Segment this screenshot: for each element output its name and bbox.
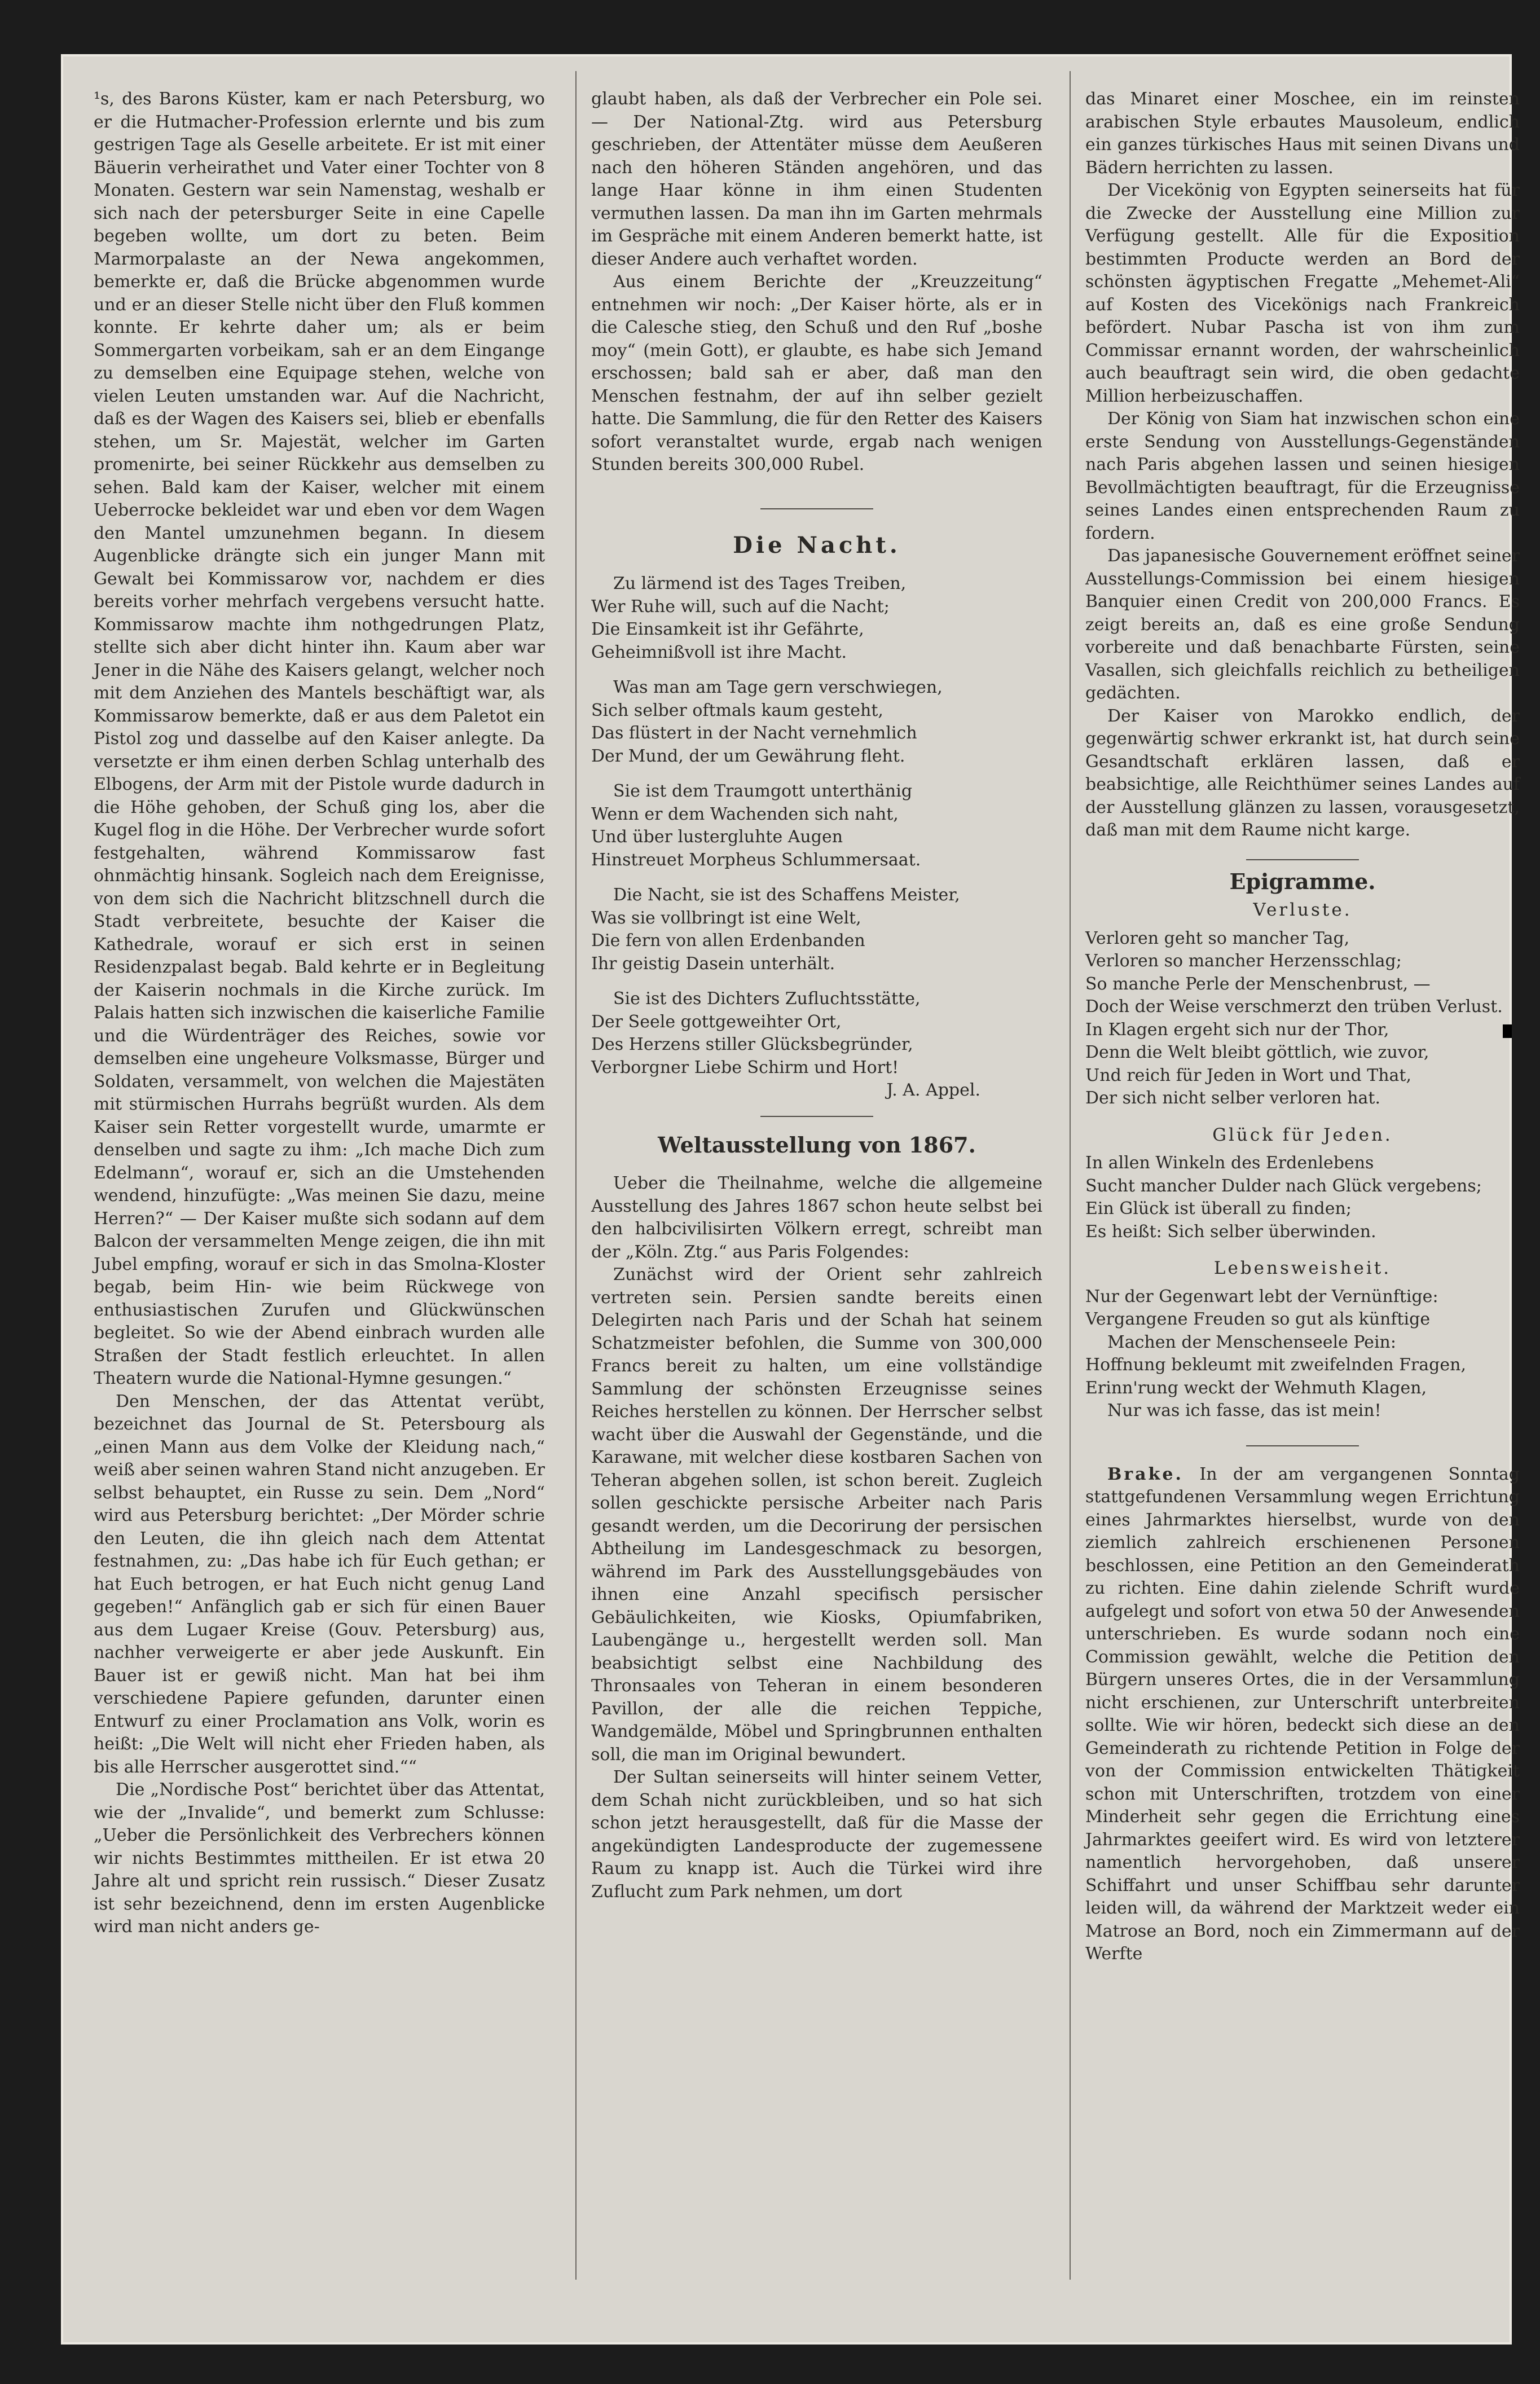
paragraph: Zunächst wird der Orient sehr zahlreich vertreten sein. Persien sandte bereits einen Delegirten nach Paris und der Schah hat seinem Schatzmeister befohlen, die Summe von 300,000 Francs bereit zu halten, um eine vollständige Sammlung der schönsten Erzeugnisse seines Reiches herstellen zu können. Der Herrscher selbst wacht über die Auswahl der Gegenstände, und die Karawane, mit welcher diese kostbaren Sachen von Teheran abgehen sollen, ist schon bereit. Zugleich sollen geschickte persische Arbeiter nach Paris gesandt werden, um die Decorirung der persischen Abtheilung im Landesgeschmack zu besorgen, während im Park des Ausstellungsgebäudes von ihnen eine Anzahl specifisch persischer Gebäulichkeiten, wie Kiosks, Opiumfabriken, Laubengänge u., hergestellt werden soll. Man beabsichtigt selbst eine Nachbildung des Thronsaales von Teheran in einem besonderen Pavillon, der alle die reichen Teppiche, Wandgemälde, Möbel und Springbrunnen enthalten soll, die man im Original bewundert.: [591, 1265, 1042, 1765]
verse-line: Zu lärmend ist des Tages Treiben,: [613, 574, 907, 593]
verse-line: Sucht mancher Dulder nach Glück vergebens;: [1085, 1176, 1482, 1196]
separator: [1246, 1445, 1359, 1446]
verse-line: Das flüstert in der Nacht vernehmlich: [591, 723, 917, 743]
verse-line: Machen der Menschenseele Pein:: [1107, 1332, 1396, 1352]
paragraph: Der Vicekönig von Egypten seinerseits hat für die Zwecke der Ausstellung eine Million zur Verfügung gestellt. Alle für die Exposition bestimmten Producte werden an Bord der schönsten ägyptischen Fregatte „Mehemet-Ali“ auf Kosten des Vicekönigs nach Frankreich befördert. Nubar Pascha ist von ihm zum Commissar ernannt worden, der wahrscheinlich auch beauftragt sein wird, die oben gedachte Million herbeizuschaffen.: [1085, 181, 1520, 406]
verse-line: Die fern von allen Erdenbanden: [591, 931, 865, 951]
paragraph: Das japanesische Gouvernement eröffnet seiner Ausstellungs-Commission bei einem hiesigen Banquier einen Credit von 200,000 Francs. Es zeigt bereits an, daß es eine große Sendung vorbereite und daß benachbarte Fürsten, seine Vasallen, sich gleichfalls reichlich zu betheiligen gedächten.: [1085, 546, 1520, 703]
paragraph: Die „Nordische Post“ berichtet über das Attentat, wie der „Invalide“, und bemerkt zum Schlusse: „Ueber die Persönlichkeit des Verbrechers können wir nichts Bestimmtes mittheilen. Er ist etwa 20 Jahre alt und spricht rein russisch.“ Dieser Zusatz ist sehr bezeichnend, denn im ersten Augenblicke wird man nicht anders ge-: [94, 1780, 545, 1937]
stanza: [591, 780, 1042, 872]
separator: [760, 508, 873, 509]
verse-line: Hoffnung bekleumt mit zweifelnden Fragen,: [1085, 1355, 1466, 1375]
verse-line: Nur was ich fasse, das ist mein!: [1107, 1401, 1381, 1420]
verse-line: Hinstreuet Morpheus Schlummersaat.: [591, 850, 921, 870]
poem: [591, 573, 1042, 1102]
paragraph: glaubt haben, als daß der Verbrecher ein Pole sei. — Der National-Ztg. wird aus Petersburg geschrieben, der Attentäter müsse dem Aeußeren nach den höheren Ständen angehören, und das lange Haar könne in ihm einen Studenten vermuthen lassen. Da man ihn im Garten mehrmals im Gespräche mit einem Anderen bemerkt hatte, ist dieser Andere auch verhaftet worden.: [591, 89, 1042, 269]
verse-line: Des Herzens stiller Glücksbegründer,: [591, 1035, 913, 1054]
verse-line: Geheimnißvoll ist ihre Macht.: [591, 642, 847, 662]
poem-author: J. A. Appel.: [886, 1080, 980, 1100]
verse-line: Der Seele gottgeweihter Ort,: [591, 1011, 842, 1032]
epigram-title: Glück für Jeden.: [1212, 1124, 1393, 1145]
verse-line: Vergangene Freuden so gut als künftige: [1085, 1309, 1431, 1329]
verse-line: Der Mund, der um Gewährung fleht.: [591, 746, 905, 766]
paragraph: Der Kaiser von Marokko endlich, der gegenwärtig schwer erkrankt ist, hat durch seine Gesandtschaft erklären lassen, daß er beabsichtige, alle Reichthümer seines Landes auf der Ausstellung glänzen zu lassen, vorausgesetzt, daß man mit dem Raume nicht karge.: [1085, 706, 1520, 840]
epigram: [1085, 1286, 1520, 1423]
stanza: [591, 988, 1042, 1079]
paragraph-text: In der am vergangenen Sonntag stattgefundenen Versammlung wegen Errichtung eines Jahrmarktes hierselbst, wurde von den ziemlich zahlreich erschienenen Personen beschlossen, eine Petition an den Gemeinderath zu richten. Eine dahin zielende Schrift wurde aufgelegt und sofort von etwa 50 der Anwesenden unterschrieben. Es wurde sodann noch eine Commission gewählt, welche die Petition den Bürgern unseres Ortes, die in der Versammlung nicht erschienen, zur Unterschrift unterbreiten sollte. Wie wir hören, bedeckt sich diese an den Gemeinderath zu richtende Petition in Folge der von der Commission entwickelten Thätigkeit schon mit Unterschriften, trotzdem von einer Minderheit sehr gegen die Errichtung eines Jahrmarktes geeifert wird. Es wird von letzterer namentlich hervorgehoben, daß unserer Schiffahrt und unser Schiffbau sehr darunter leiden will, da während der Marktzeit weder ein Matrose an Bord, noch ein Zimmermann auf der Werfte: [1085, 1464, 1520, 1964]
verse-line: Ein Glück ist überall zu finden;: [1085, 1199, 1352, 1219]
verse-line: Verborgner Liebe Schirm und Hort!: [591, 1057, 899, 1077]
epigram-title: Lebensweisheit.: [1213, 1258, 1392, 1278]
epigram: [1085, 927, 1520, 1110]
verse-line: Ihr geistig Dasein unterhält.: [591, 953, 835, 974]
verse-line: Nur der Gegenwart lebt der Vernünftige:: [1085, 1286, 1438, 1307]
article-title: Weltausstellung von 1867.: [658, 1132, 976, 1158]
stanza: [591, 884, 1042, 975]
verse-line: Wenn er dem Wachenden sich naht,: [591, 804, 899, 824]
epigram: [1085, 1152, 1520, 1243]
verse-line: Verloren so mancher Herzensschlag;: [1085, 951, 1402, 971]
paragraph: [1085, 1463, 1520, 1966]
paragraph: Aus einem Berichte der „Kreuzzeitung“ entnehmen wir noch: „Der Kaiser hörte, als er in die Calesche stieg, den Schuß und den Ruf „boshe moy“ (mein Gott), er glaubte, es habe sich Jemand erschossen; bald sah er aber, daß man den Menschen festnahm, der auf ihn selber gezielt hatte. Die Sammlung, die für den Retter des Kaisers sofort veranstaltet wurde, ergab nach wenigen Stunden bereits 300,000 Rubel.: [591, 272, 1042, 474]
verse-line: Und über lustergluhte Augen: [591, 827, 843, 847]
paragraph: Der Sultan seinerseits will hinter seinem Vetter, dem Schah nicht zurückbleiben, und so hat sich schon jetzt herausgestellt, daß für die Masse der angekündigten Landesproducte der zugemessene Raum zu knapp ist. Auch die Türkei wird ihre Zuflucht zum Park nehmen, um dort: [591, 1767, 1042, 1902]
section-title: Epigramme.: [1229, 868, 1376, 894]
verse-line: Die Einsamkeit ist ihr Gefährte,: [591, 619, 864, 639]
column-rule: [575, 71, 577, 2280]
verse-line: Doch der Weise verschmerzt den trüben Verlust.: [1085, 997, 1503, 1017]
verse-line: Es heißt: Sich selber überwinden.: [1085, 1221, 1376, 1242]
verse-line: In Klagen ergeht sich nur der Thor,: [1085, 1019, 1389, 1040]
separator: [760, 1116, 873, 1117]
verse-line: Der sich nicht selber verloren hat.: [1085, 1088, 1380, 1108]
column-3: [1085, 88, 1520, 1966]
paragraph: Den Menschen, der das Attentat verübt, bezeichnet das Journal de St. Petersbourg als „einen Mann aus dem Volke der Kleidung nach,“ weiß aber seinen wahren Stand nicht anzugeben. Er selbst behauptet, ein Russe zu sein. Dem „Nord“ wird aus Petersburg berichtet: „Der Mörder schrie den Leuten, die ihn gleich nach dem Attentat festnahmen, zu: „Das habe ich für Euch gethan; er hat Euch betrogen, er hat Euch nicht genug Land gegeben!“ Anfänglich gab er sich für einen Bauer aus dem Lugaer Kreise (Gouv. Petersburg) aus, nachher verweigerte er aber jede Auskunft. Ein Bauer ist er gewiß nicht. Man hat bei ihm verschiedene Papiere gefunden, darunter einen Entwurf zu einer Proclamation ans Volk, worin es heißt: „Die Welt will nicht eher Frieden haben, als bis alle Herrscher ausgerottet sind.““: [94, 1391, 545, 1777]
separator: [1246, 859, 1359, 860]
paragraph: das Minaret einer Moschee, ein im reinsten arabischen Style erbautes Mausoleum, endlich ein ganzes türkisches Haus mit seinen Divans und Bädern herrichten zu lassen.: [1085, 89, 1520, 178]
verse-line: Was sie vollbringt ist eine Welt,: [591, 908, 861, 928]
verse-line: In allen Winkeln des Erdenlebens: [1085, 1153, 1374, 1173]
verse-line: Sie ist des Dichters Zufluchtsstätte,: [613, 989, 921, 1009]
verse-line: Erinn'rung weckt der Wehmuth Klagen,: [1085, 1378, 1427, 1398]
paragraph: ¹s, des Barons Küster, kam er nach Petersburg, wo er die Hutmacher-Profession erlernte und bis zum gestrigen Tage als Geselle arbeitete. Er ist mit einer Bäuerin verheirathet und Vater einer Tochter von 8 Monaten. Gestern war sein Namenstag, weshalb er sich nach der petersburger Seite in eine Capelle begeben wollte, um dort zu beten. Beim Marmorpalaste an der Newa angekommen, bemerkte er, daß die Brücke abgenommen wurde und er an dieser Stelle nicht über den Fluß kommen konnte. Er kehrte daher um; als er beim Sommergarten vorbeikam, sah er an dem Eingange zu demselben eine Equipage stehen, welche von vielen Leuten umstanden war. Auf die Nachricht, daß es der Wagen des Kaisers sei, blieb er ebenfalls stehen, um Sr. Majestät, welcher im Garten promenirte, bei seiner Rückkehr aus demselben zu sehen. Bald kam der Kaiser, welcher mit einem Ueberrocke bekleidet war und eben vor dem Wagen den Mantel umzunehmen begann. In diesem Augenblicke drängte sich ein junger Mann mit Gewalt bei Kommissarow vor, nachdem er dies bereits vorher mehrfach vergebens versucht hatte. Kommissarow machte ihm nothgedrungen Platz, stellte sich aber dicht hinter ihn. Kaum aber war Jener in die Nähe des Kaisers gelangt, welcher noch mit dem Anziehen des Mantels beschäftigt war, als Kommissarow bemerkte, daß er aus dem Paletot ein Pistol zog und dasselbe auf den Kaiser anlegte. Da versetzte er ihm einen derben Schlag unterhalb des Elbogens, der Arm mit der Pistole wurde dadurch in die Höhe gehoben, der Schuß ging los, aber die Kugel flog in die Höhe. Der Verbrecher wurde sofort festgehalten, während Kommissarow fast ohnmächtig hinsank. Sogleich nach dem Ereignisse, von dem sich die Nachricht blitzschnell durch die Stadt verbreitete, besuchte der Kaiser die Kathedrale, worauf er sich erst in seinen Residenzpalast begab. Bald kehrte er in Begleitung der Kaiserin nochmals in die Kirche zurück. Im Palais hatten sich inzwischen die kaiserliche Familie und die Würdenträger des Reiches, sowie vor demselben eine ungeheure Volksmasse, Bürger und Soldaten, versammelt, von welchen die Majestäten mit stürmischen Hurrahs begrüßt wurden. Als dem Kaiser sein Retter vorgestellt wurde, umarmte er denselben und sagte zu ihm: „Ich mache Dich zum Edelmann“, worauf er, sich an die Umstehenden wendend, hinzufügte: „Was meinen Sie dazu, meine Herren?“ — Der Kaiser mußte sich sodann auf dem Balcon der versammelten Menge zeigen, die ihn mit Jubel empfing, worauf er sich in das Smolna-Kloster begab, beim Hin- wie beim Rückwege von enthusiastischen Zurufen und Glückwünschen begleitet. So wie der Abend einbrach wurden alle Straßen der Stadt festlich erleuchtet. In allen Theatern wurde die National-Hymne gesungen.“: [94, 89, 545, 1388]
paragraph: Der König von Siam hat inzwischen schon eine erste Sendung von Ausstellungs-Gegenständen nach Paris abgehen lassen und seinen hiesigen Bevollmächtigten beauftragt, für die Erzeugnisse seines Landes einen entsprechenden Raum zu fordern.: [1085, 409, 1520, 543]
verse-line: Die Nacht, sie ist des Schaffens Meister,: [613, 885, 960, 905]
verse-line: So manche Perle der Menschenbrust, —: [1085, 974, 1431, 994]
column-rule: [1070, 71, 1071, 2280]
verse-line: Was man am Tage gern verschwiegen,: [613, 678, 943, 697]
verse-line: Sich selber oftmals kaum gesteht,: [591, 700, 883, 720]
stanza: [591, 573, 1042, 664]
stanza: [591, 676, 1042, 768]
column-1: [94, 88, 545, 1939]
epigram-title: Verluste.: [1253, 900, 1352, 920]
verse-line: Sie ist dem Traumgott unterthänig: [613, 781, 913, 801]
poem-title: Die Nacht.: [733, 531, 901, 558]
column-2: [591, 88, 1042, 1903]
verse-line: Und reich für Jeden in Wort und That,: [1085, 1065, 1412, 1085]
verse-line: Wer Ruhe will, such auf die Nacht;: [591, 596, 890, 617]
paragraph: Ueber die Theilnahme, welche die allgemeine Ausstellung des Jahres 1867 schon heute selbst bei den halbcivilisirten Völkern erregt, schreibt man der „Köln. Ztg.“ aus Paris Folgendes:: [591, 1173, 1042, 1262]
newspaper-page: [61, 54, 1520, 2345]
dateline: Brake.: [1107, 1464, 1183, 1484]
verse-line: Denn die Welt bleibt göttlich, wie zuvor,: [1085, 1043, 1429, 1062]
verse-line: Verloren geht so mancher Tag,: [1085, 928, 1350, 948]
